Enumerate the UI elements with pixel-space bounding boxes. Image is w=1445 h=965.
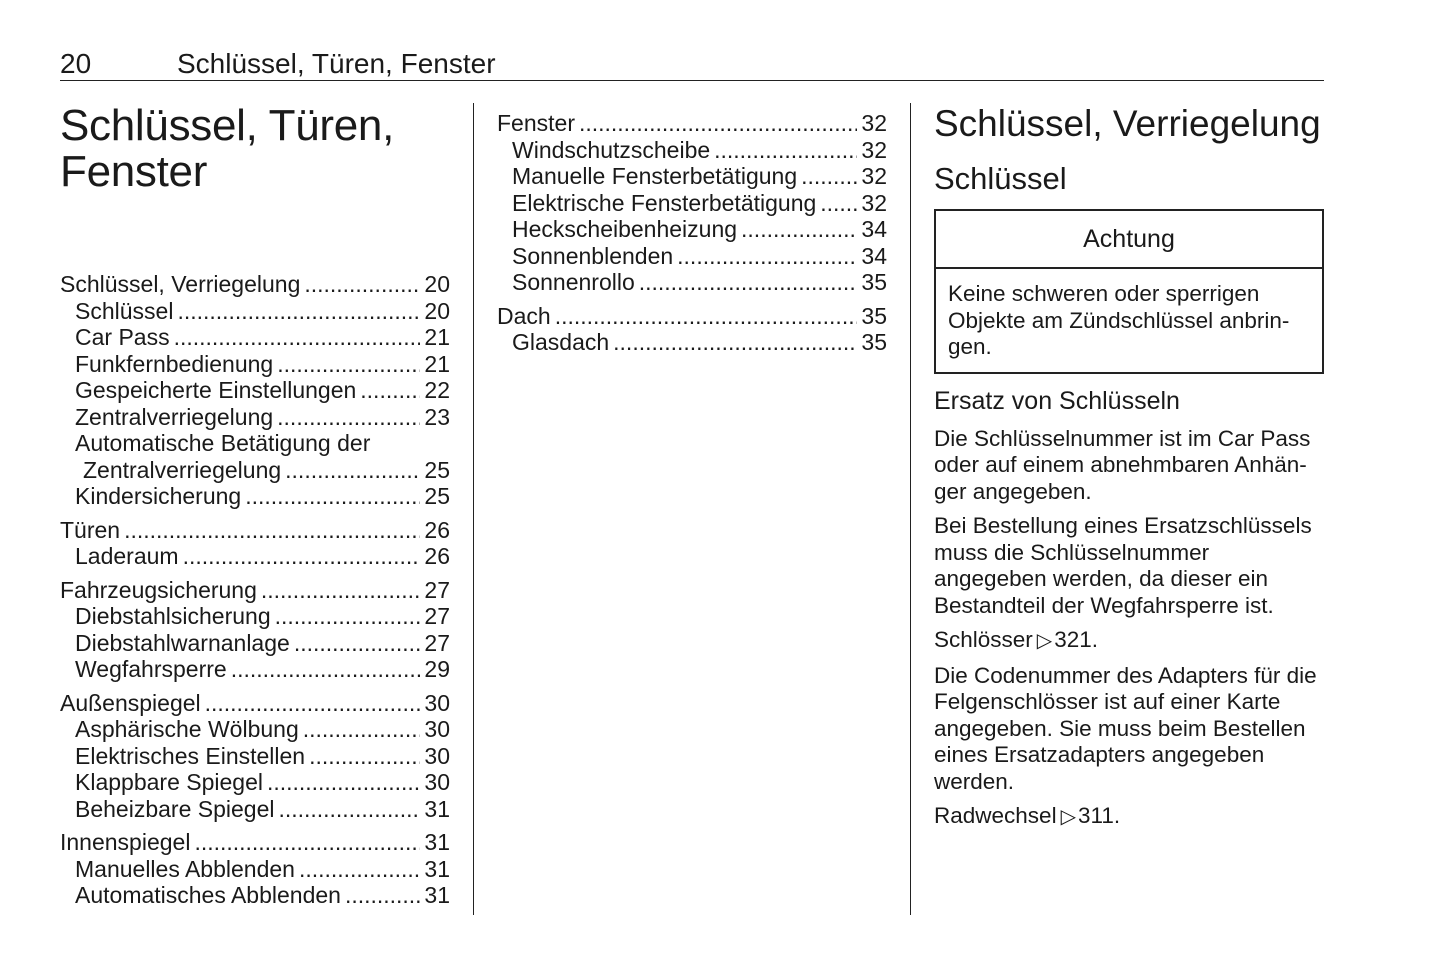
toc-page-number: 21 (424, 350, 450, 377)
toc-entry-label: Innenspiegel (60, 829, 191, 855)
dot-leader (639, 269, 858, 296)
paragraph: Die Codenummer des Adapters für die Felgenschlösser ist auf einer Karte angegeben. Sie muss beim Bestellen eines Ersatzadapters angegeben werden. (934, 662, 1317, 794)
toc-page-number: 32 (861, 189, 887, 216)
toc-entry-label: Fahrzeugsicherung (60, 576, 257, 603)
triangle-right-outline-icon: ▷ (1060, 806, 1076, 828)
dot-leader (677, 243, 857, 270)
toc-entry[interactable] (497, 329, 887, 356)
toc-page-number: 27 (424, 576, 450, 603)
toc-page-number: 35 (861, 302, 887, 329)
toc-entry[interactable] (497, 163, 887, 190)
toc-section-entry[interactable] (60, 690, 450, 717)
toc-section-entry[interactable] (497, 303, 887, 330)
toc-page-number: 30 (424, 689, 450, 716)
toc-entry-label: Elektrisches Einstellen (75, 742, 306, 769)
dot-leader (277, 351, 420, 378)
toc-page-number: 30 (424, 716, 450, 742)
toc-entry-label: Klappbare Spiegel (75, 769, 263, 795)
toc-entry-label: Funkfernbedienung (75, 350, 274, 377)
toc-entry-label: Car Pass (75, 324, 170, 350)
toc-entry-label: Windschutzscheibe (512, 136, 711, 163)
toc-page-number: 25 (424, 456, 450, 483)
toc-entry[interactable] (60, 630, 450, 657)
toc-entry-label: Diebstahlwarnanlage (75, 629, 290, 656)
toc-entry[interactable] (60, 404, 450, 431)
toc-entry[interactable] (60, 298, 450, 325)
toc-entry-label: Zentralverriegelung (83, 456, 282, 483)
content-column (934, 103, 1326, 839)
dot-leader (345, 882, 420, 909)
dot-leader (613, 329, 857, 356)
toc-entry[interactable] (497, 243, 887, 270)
toc-column-left (60, 103, 450, 909)
toc-entry[interactable] (60, 882, 450, 909)
dot-leader (360, 377, 420, 404)
dot-leader (555, 303, 858, 330)
subsection-title: Schlüssel (934, 161, 1067, 196)
toc-page-number: 35 (861, 329, 887, 355)
toc-column-middle (497, 103, 887, 356)
toc-page-number: 23 (424, 403, 450, 430)
toc-entry-label: Gespeicherte Einstellungen (75, 377, 357, 403)
toc-entry[interactable] (60, 856, 450, 883)
warning-box (934, 209, 1324, 374)
warning-text: Keine schweren oder sperrigen Objekte am Zündschlüssel anbringen. (948, 281, 1290, 359)
toc-entry[interactable] (60, 656, 450, 683)
toc-entry[interactable] (60, 716, 450, 743)
toc-entry[interactable] (60, 351, 450, 378)
toc-page-number: 31 (424, 882, 450, 908)
toc-entry-label: Sonnenblenden (512, 242, 674, 269)
toc-page-number: 35 (861, 269, 887, 295)
dot-leader (579, 110, 857, 137)
toc-page-number: 20 (424, 297, 450, 324)
toc-entry-label: Schlüssel, Verriegelung (60, 271, 301, 297)
dot-leader (124, 517, 420, 544)
dot-leader (177, 298, 420, 325)
dot-leader (278, 796, 420, 823)
toc-page-number: 27 (424, 629, 450, 656)
toc-entry-label: Türen (60, 516, 121, 543)
toc-entry[interactable] (60, 796, 450, 823)
column-divider (910, 103, 911, 915)
dot-leader (261, 577, 421, 604)
toc-page-number: 34 (861, 216, 887, 242)
toc-entry-label: Manuelle Fensterbetätigung (512, 163, 798, 189)
toc-entry-label: Manuelles Abblenden (75, 855, 295, 882)
toc-page-number: 26 (424, 516, 450, 543)
toc-entry-label: Glasdach (512, 329, 610, 355)
toc-entry[interactable] (60, 377, 450, 404)
dot-leader (194, 829, 420, 856)
toc-entry[interactable] (60, 324, 450, 351)
toc-page-number: 20 (424, 271, 450, 297)
column-divider (473, 103, 474, 915)
toc-entry-label: Heckscheibenheizung (512, 216, 738, 242)
triangle-right-outline-icon: ▷ (1036, 630, 1053, 652)
dot-leader (299, 856, 420, 883)
toc-section-entry[interactable] (60, 517, 450, 544)
toc-entry[interactable] (497, 216, 887, 243)
cross-reference[interactable]: Schlösser ▷321. (934, 627, 1326, 655)
toc-page-number: 29 (424, 656, 450, 682)
toc-entry-label: Diebstahlsicherung (75, 603, 271, 629)
toc-entry-label: Automatisches Abblenden (75, 882, 341, 908)
dot-leader (294, 630, 421, 657)
toc-entry[interactable] (60, 483, 450, 510)
toc-section-entry[interactable] (497, 110, 887, 137)
toc-page-number: 32 (861, 163, 887, 189)
toc-entry-label: Sonnenrollo (512, 269, 635, 295)
dot-leader (304, 271, 420, 298)
table-of-contents (497, 110, 887, 356)
toc-entry-label: Kindersicherung (75, 483, 242, 509)
toc-entry[interactable] (60, 457, 450, 484)
toc-page-number: 32 (861, 110, 887, 136)
dot-leader (801, 163, 857, 190)
dot-leader (714, 137, 857, 164)
toc-section-entry[interactable] (60, 271, 450, 298)
toc-entry[interactable] (60, 603, 450, 630)
dot-leader (267, 769, 420, 796)
toc-page-number: 34 (861, 242, 887, 269)
page-number: 20 (60, 48, 92, 79)
dot-leader (275, 603, 421, 630)
dot-leader (303, 716, 421, 743)
dot-leader (285, 457, 420, 484)
toc-page-number: 32 (861, 136, 887, 163)
toc-entry-label: Außenspiegel (60, 689, 201, 716)
toc-page-number: 30 (424, 769, 450, 795)
dot-leader (245, 483, 420, 510)
dot-leader (741, 216, 857, 243)
toc-entry-label: Asphärische Wölbung (75, 716, 299, 742)
toc-page-number: 30 (424, 742, 450, 769)
toc-entry-label: Wegfahrsperre (75, 656, 227, 682)
toc-page-number: 26 (424, 543, 450, 569)
toc-entry[interactable] (497, 190, 887, 217)
toc-entry-label: Laderaum (75, 543, 179, 569)
toc-section-entry[interactable] (60, 577, 450, 604)
toc-page-number: 31 (424, 795, 450, 822)
toc-entry-label: Zentralverriegelung (75, 403, 274, 430)
minor-heading: Ersatz von Schlüsseln (934, 386, 1180, 415)
toc-section-entry[interactable] (60, 829, 450, 856)
toc-entry[interactable] (497, 137, 887, 164)
page-header (60, 44, 1324, 81)
toc-entry-label: Automatische Betätigung der (75, 430, 371, 456)
section-title: Schlüssel, Verriegelung (934, 103, 1321, 144)
toc-entry[interactable] (60, 743, 450, 770)
paragraph: Bei Bestellung eines Ersatzschlüssels muss die Schlüsselnummer angegeben werden, da dieser ein Bestandteil der Wegfahrsperre ist. (934, 513, 1312, 618)
toc-entry-label: Elektrische Fensterbetätigung (512, 189, 817, 216)
toc-entry-label: Fenster (497, 110, 575, 136)
paragraph: Die Schlüsselnummer ist im Car Pass oder auf einem abnehmbaren Anhänger angegeben. (934, 425, 1311, 504)
toc-entry-label: Dach (497, 302, 551, 329)
dot-leader (231, 656, 421, 683)
table-of-contents (60, 271, 450, 909)
toc-entry[interactable] (60, 543, 450, 570)
dot-leader (309, 743, 420, 770)
dot-leader (183, 543, 421, 570)
warning-heading: Achtung (936, 211, 1322, 269)
toc-page-number: 27 (424, 603, 450, 629)
running-title: Schlüssel, Türen, Fenster (177, 48, 496, 79)
toc-page-number: 31 (424, 829, 450, 855)
toc-entry-label: Schlüssel (75, 297, 174, 324)
dot-leader (205, 690, 421, 717)
toc-page-number: 22 (424, 377, 450, 403)
toc-page-number: 21 (424, 324, 450, 350)
dot-leader (820, 190, 857, 217)
dot-leader (277, 404, 420, 431)
cross-reference[interactable]: Radwechsel ▷311. (934, 803, 1326, 831)
toc-entry[interactable] (497, 269, 887, 296)
toc-page-number: 25 (424, 483, 450, 509)
toc-entry-label: Beheizbare Spiegel (75, 795, 275, 822)
dot-leader (174, 324, 421, 351)
toc-page-number: 31 (424, 855, 450, 882)
chapter-title: Schlüssel, Türen, Fenster (60, 101, 395, 196)
toc-entry[interactable] (60, 769, 450, 796)
